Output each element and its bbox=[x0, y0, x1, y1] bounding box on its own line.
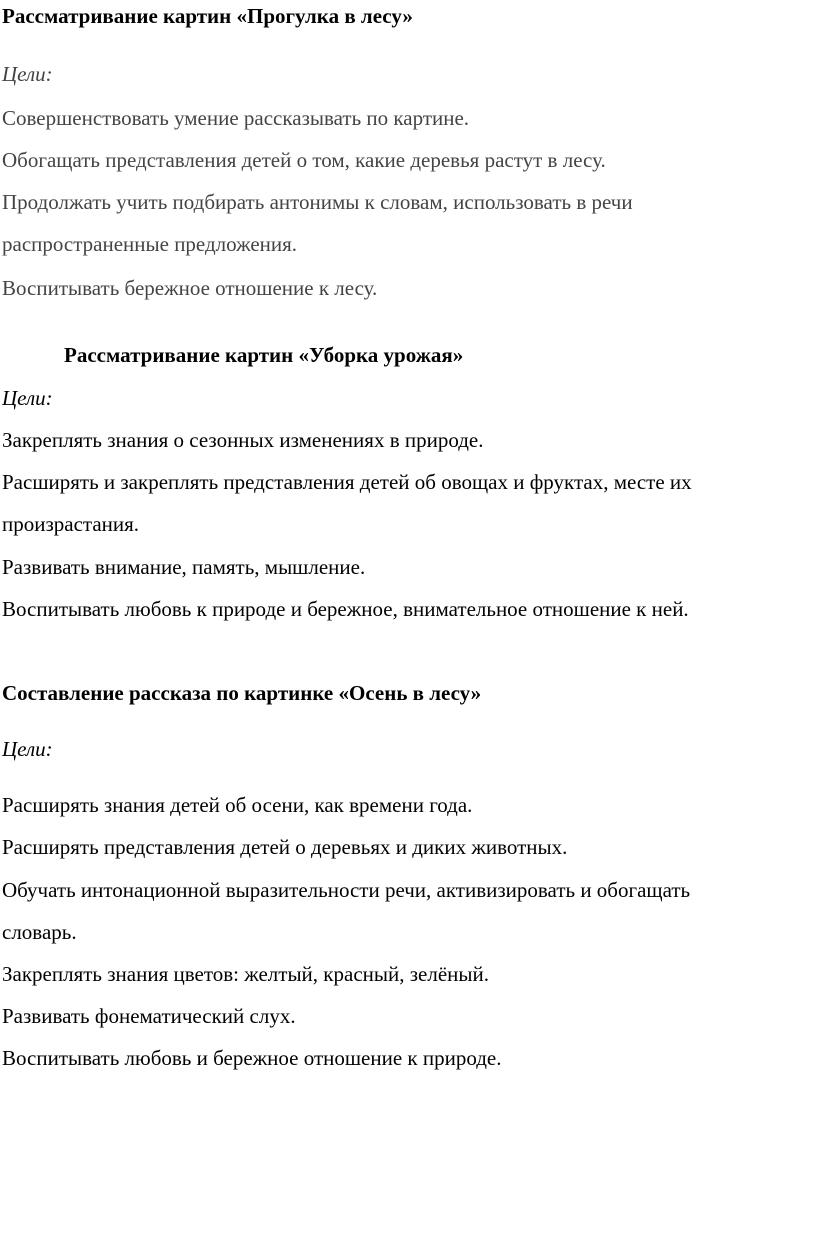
section3-goal-line: Воспитывать любовь и бережное отношение к природе. bbox=[2, 1046, 502, 1070]
section3-goal-line: Расширять знания детей об осени, как времени года. bbox=[2, 793, 473, 817]
section3-goal-line: Закреплять знания цветов: желтый, красный, зелёный. bbox=[2, 962, 489, 986]
section1-goal-line: Совершенствовать умение рассказывать по картине. bbox=[2, 106, 470, 130]
section1-goals-label: Цели: bbox=[2, 62, 53, 86]
section3-goals-label: Цели: bbox=[2, 737, 53, 761]
section1-goal-line: Обогащать представления детей о том, какие деревья растут в лесу. bbox=[2, 148, 606, 172]
section2-goal-line: Воспитывать любовь к природе и бережное, внимательное отношение к ней. bbox=[2, 597, 689, 621]
section1-goal-line: распространенные предложения. bbox=[2, 232, 298, 256]
section3-goal-line: Расширять представления детей о деревьях и диких животных. bbox=[2, 835, 568, 859]
section2-title: Рассматривание картин «Уборка урожая» bbox=[64, 343, 464, 367]
section1-goal-line: Воспитывать бережное отношение к лесу. bbox=[2, 276, 378, 300]
section1-goal-line: Продолжать учить подбирать антонимы к словам, использовать в речи bbox=[2, 190, 633, 214]
section3-title: Составление рассказа по картинке «Осень в лесу» bbox=[2, 681, 482, 705]
section2-goal-line: Закреплять знания о сезонных изменениях в природе. bbox=[2, 428, 484, 452]
section1-title: Рассматривание картин «Прогулка в лесу» bbox=[2, 4, 413, 28]
section2-goal-line: Развивать внимание, память, мышление. bbox=[2, 555, 366, 579]
section2-goal-line: Расширять и закреплять представления детей об овощах и фруктах, месте их bbox=[2, 470, 692, 494]
section2-goal-line: произрастания. bbox=[2, 512, 140, 536]
section3-goal-line: Развивать фонематический слух. bbox=[2, 1004, 296, 1028]
section3-goal-line: словарь. bbox=[2, 920, 77, 944]
section3-goal-line: Обучать интонационной выразительности речи, активизировать и обогащать bbox=[2, 878, 691, 902]
section2-goals-label: Цели: bbox=[2, 386, 53, 410]
